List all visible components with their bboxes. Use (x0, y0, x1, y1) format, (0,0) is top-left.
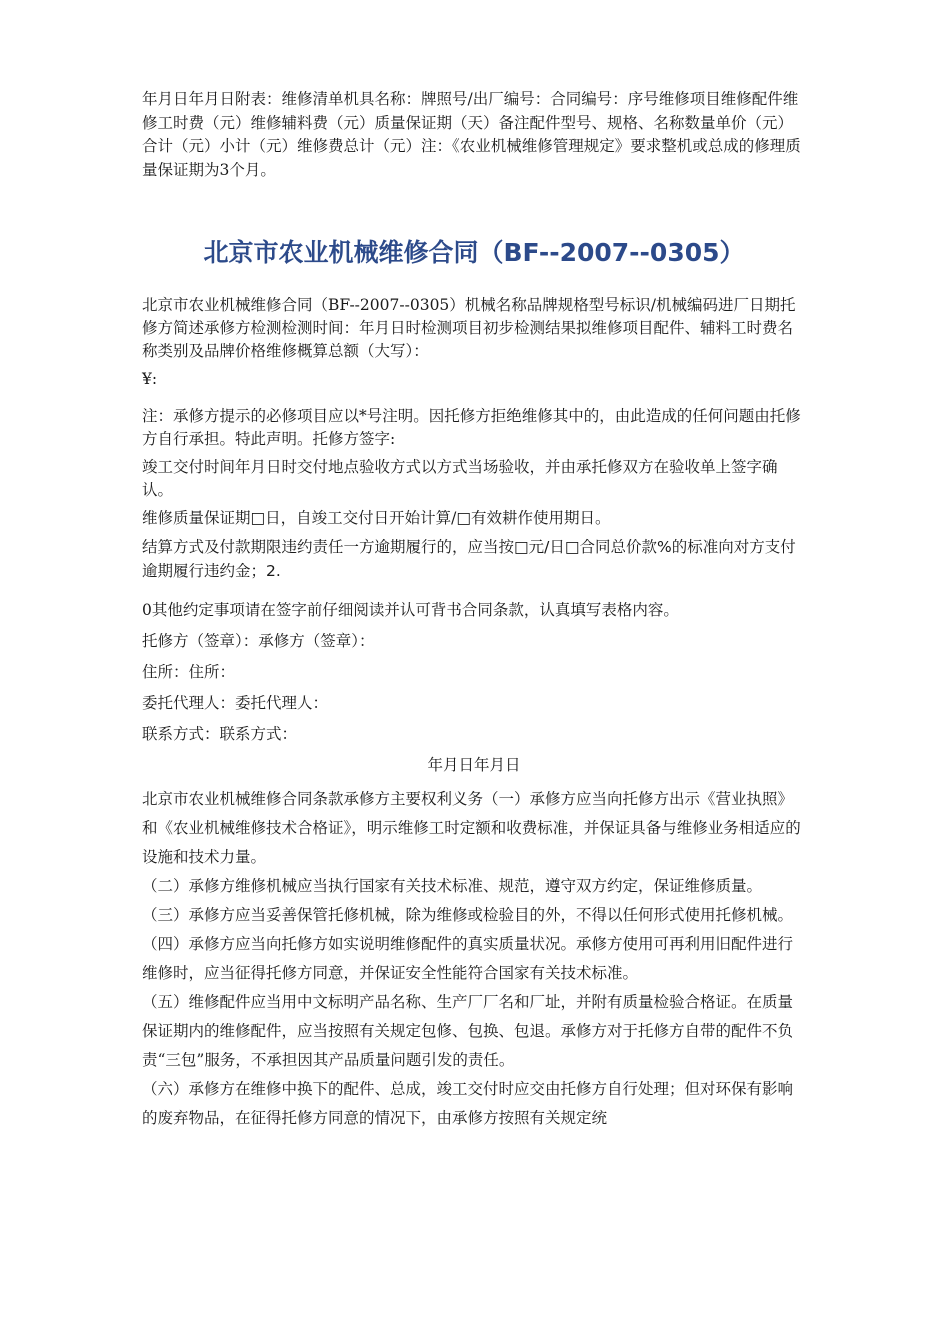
signature-field-contact: 联系方式：联系方式： (142, 725, 298, 743)
page-title: 北京市农业机械维修合同（BF--2007--0305） (203, 238, 745, 267)
currency-symbol-line: ¥: (142, 370, 158, 388)
clause-1: 北京市农业机械维修合同条款承修方主要权利义务（一）承修方应当向托修方出示《营业执照》和《农业机械维修技术合格证》，明示维修工时定额和收费标准，并保证具备与维修业务相适应的设施和技术力量。 (142, 790, 801, 866)
clause-4: （四）承修方应当向托修方如实说明维修配件的真实质量状况。承修方使用可再利用旧配件进行维修时，应当征得托修方同意，并保证安全性能符合国家有关技术标准。 (142, 935, 794, 982)
document-body (142, 88, 806, 1133)
signature-field-agent: 委托代理人：委托代理人： (142, 694, 329, 712)
appendix-intro: 年月日年月日附表：维修清单机具名称：牌照号/出厂编号：合同编号：序号维修项目维修配件维修工时费（元）维修辅料费（元）质量保证期（天）备注配件型号、规格、名称数量单价（元）合计（元）小计（元）维修费总计（元）注：《农业机械维修管理规定》要求整机或总成的修理质量保证期为3个月。 (142, 90, 801, 179)
settlement-paragraph: 结算方式及付款期限违约责任一方逾期履行的，应当按□元/日□合同总价款%的标准向对方支付逾期履行违约金；2. (142, 538, 796, 580)
delivery-paragraph: 竣工交付时间年月日时交付地点验收方式以方式当场验收，并由承托修双方在验收单上签字确认。 (142, 458, 778, 499)
contract-header-paragraph: 北京市农业机械维修合同（BF--2007--0305）机械名称品牌规格型号标识/机械编码进厂日期托修方简述承修方检测检测时间：年月日时检测项目初步检测结果拟维修项目配件、辅料工时费名称类别及品牌价格维修概算总额（大写）： (142, 296, 796, 360)
date-line: 年月日年月日 (427, 756, 521, 774)
notice-paragraph: 注：承修方提示的必修项目应以*号注明。因托修方拒绝维修其中的，由此造成的任何问题由托修方自行承担。特此声明。托修方签字: (142, 407, 801, 448)
clause-2: （二）承修方维修机械应当执行国家有关技术标准、规范，遵守双方约定，保证维修质量。 (142, 877, 763, 895)
warranty-paragraph: 维修质量保证期□日，自竣工交付日开始计算/□有效耕作使用期日。 (142, 509, 611, 527)
clause-5: （五）维修配件应当用中文标明产品名称、生产厂厂名和厂址，并附有质量检验合格证。在质量保证期内的维修配件，应当按照有关规定包修、包换、包退。承修方对于托修方自带的配件不负责“三包”服务，不承担因其产品质量问题引发的责任。 (142, 993, 794, 1069)
other-terms-paragraph: 0其他约定事项请在签字前仔细阅读并认可背书合同条款，认真填写表格内容。 (142, 601, 679, 619)
clause-3: （三）承修方应当妥善保管托修机械，除为维修或检验目的外，不得以任何形式使用托修机械。 (142, 906, 794, 924)
signature-field-seal: 托修方（签章）：承修方（签章）： (142, 632, 375, 650)
clause-6: （六）承修方在维修中换下的配件、总成，竣工交付时应交由托修方自行处理；但对环保有影响的废弃物品，在征得托修方同意的情况下，由承修方按照有关规定统 (142, 1080, 794, 1127)
signature-field-address: 住所：住所： (142, 663, 236, 681)
